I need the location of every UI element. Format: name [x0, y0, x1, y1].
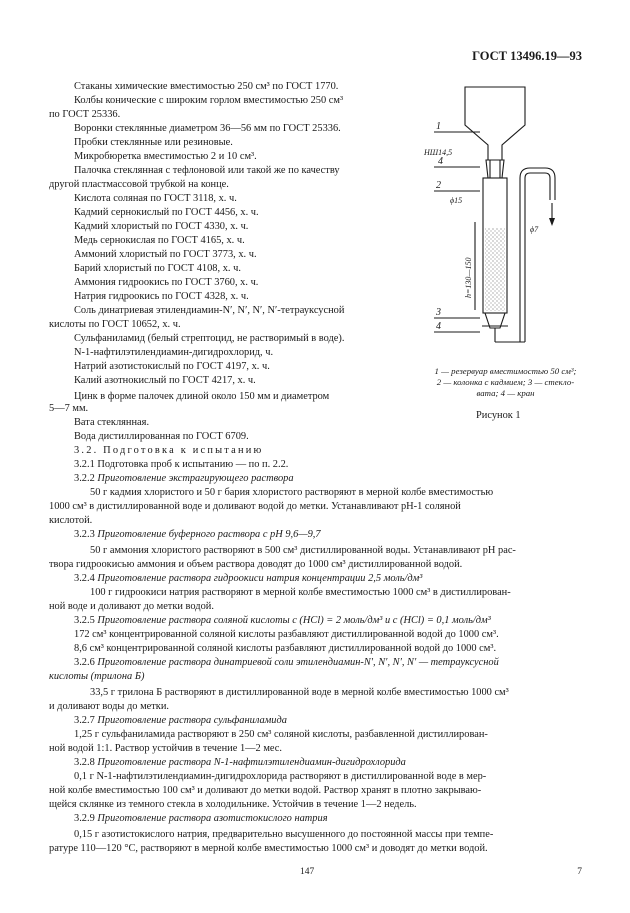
paragraph-line: и доливают воды до метки. — [49, 701, 170, 712]
list-item: кислоты по ГОСТ 10652, х. ч. — [49, 319, 181, 330]
subsection-heading — [74, 757, 406, 769]
paragraph-line: 0,1 г N-1-нафтилэтилендиамин-дигидрохлорида растворяют в дистиллированной воде в мер- — [74, 771, 487, 782]
figure-label-nsh: НШ14,5 — [424, 148, 453, 157]
list-item: Барий хлористый по ГОСТ 4108, х. ч. — [74, 263, 241, 274]
subsection-title-cont — [49, 671, 144, 683]
reservoir-shape — [465, 87, 525, 160]
paragraph-line: ной колбе вместимостью 100 см³ и доливают до метки водой. Раствор хранят в плотно закрываю- — [49, 785, 482, 796]
list-item: Стаканы химические вместимостью 250 см³ по ГОСТ 1770. — [74, 81, 339, 92]
paragraph-line: 100 г гидроокиси натрия растворяют в мерной колбе вместимостью 1000 см³ в дистиллирован- — [90, 587, 511, 598]
list-item: Аммоний хлористый по ГОСТ 3773, х. ч. — [74, 249, 257, 260]
list-item: N-1-нафтилэтилендиамин-дигидрохлорид, ч. — [74, 347, 274, 358]
subsection-number: 3.2.8 — [74, 757, 95, 768]
paragraph-line: ной водой 1:1. Раствор устойчив в течение 1—2 мес. — [49, 743, 282, 754]
list-item: Кислота соляная по ГОСТ 3118, х. ч. — [74, 193, 237, 204]
list-item: Пробки стеклянные или резиновые. — [74, 137, 233, 148]
subsection-heading — [74, 615, 491, 627]
subsection-heading — [74, 657, 499, 669]
figure-label-3: 3 — [436, 307, 441, 318]
figure-caption — [418, 366, 593, 399]
subsection-number: 3.2.2 — [74, 473, 95, 484]
list-item: другой пластмассовой трубкой на конце. — [49, 179, 229, 190]
figure-title: Рисунок 1 — [476, 410, 521, 421]
list-item: Калий азотнокислый по ГОСТ 4217, х. ч. — [74, 375, 256, 386]
list-item: Натрия гидроокись по ГОСТ 4328, х. ч. — [74, 291, 249, 302]
list-item: Колбы конические с широким горлом вместимостью 250 см³ — [74, 95, 344, 106]
caption-line: 1 — резервуар вместимостью 50 см³; — [434, 366, 577, 376]
paragraph-line: щейся склянке из темного стекла в холодильнике. Устойчив в течение 1—2 недель. — [49, 799, 417, 810]
subsection-title: кислоты (трилона Б) — [49, 671, 145, 682]
subsection-number: 3.2.6 — [74, 657, 95, 668]
paragraph-line: твора гидроокисью аммония и объем раствора доводят до 1000 см³ дистиллированной водой. — [49, 559, 463, 570]
cadmium-fill — [485, 228, 505, 311]
figure-label-d15: ϕ15 — [450, 196, 463, 205]
subsection-title: Приготовление раствора сульфаниламида — [97, 715, 287, 726]
apparatus-figure — [420, 60, 605, 360]
subsection-title: Приготовление раствора динатриевой соли этилендиамин-N′, N′, N′, N′ — тетрауксусной — [97, 657, 499, 668]
caption-line: 2 — колонка с кадмием; 3 — стекло- — [436, 377, 575, 387]
list-item: Кадмий хлористый по ГОСТ 4330, х. ч. — [74, 221, 249, 232]
subsection-title: Приготовление экстрагирующего раствора — [97, 473, 294, 484]
paragraph-line: 1,25 г сульфаниламида растворяют в 250 см³ соляной кислоты, разбавленной дистиллирован- — [74, 729, 488, 740]
list-item: по ГОСТ 25336. — [49, 109, 121, 120]
list-item: Соль динатриевая этилендиамин-N′, N′, N′, N′-тетрауксусной — [74, 305, 345, 316]
list-item: Микробюретка вместимостью 2 и 10 см³. — [74, 151, 257, 162]
paragraph-line: 8,6 см³ концентрированной соляной кислоты разбавляют дистиллированной водой до 1000 см³. — [74, 643, 497, 654]
figure-label-2: 2 — [436, 180, 441, 191]
list-item: Натрий азотистокислый по ГОСТ 4197, х. ч. — [74, 361, 270, 372]
paragraph-line: кислотой. — [49, 515, 93, 526]
paragraph-line: ной воде и доливают до метки водой. — [49, 601, 214, 612]
figure-label-h: h=130—150 — [464, 257, 473, 298]
list-item: Медь сернокислая по ГОСТ 4165, х. ч. — [74, 235, 245, 246]
subsection-number: 3.2.3 — [74, 529, 95, 540]
subsection-number: 3.2.9 — [74, 813, 95, 824]
list-item: Сульфаниламид (белый стрептоцид, не растворимый в воде). — [74, 333, 345, 344]
subsection-heading — [74, 473, 294, 485]
figure-label-d7: ϕ7 — [530, 225, 539, 234]
subsection-title: Приготовление раствора азотистокислого натрия — [97, 813, 328, 824]
list-item: Кадмий сернокислый по ГОСТ 4456, х. ч. — [74, 207, 259, 218]
figure-label-4: 4 — [438, 156, 443, 167]
subsection-heading — [74, 715, 287, 727]
subsection-number: 3.2.4 — [74, 573, 95, 584]
paragraph: 3.2.1 Подготовка проб к испытанию — по п. 2.2. — [74, 459, 289, 470]
subsection-heading — [74, 529, 321, 541]
list-item: Вода дистиллированная по ГОСТ 6709. — [74, 431, 249, 442]
list-item: Аммония гидроокись по ГОСТ 3760, х. ч. — [74, 277, 259, 288]
paragraph-line: 33,5 г трилона Б растворяют в дистиллированной воде в мерной колбе вместимостью 1000 см³ — [90, 687, 509, 698]
paragraph-line: 1000 см³ в дистиллированной воде и доливают водой до метки. Устанавливают рН-1 соляной — [49, 501, 461, 512]
figure-label-1: 1 — [436, 121, 441, 132]
figure-label-4b: 4 — [436, 321, 441, 332]
subsection-number: 3.2.7 — [74, 715, 95, 726]
page-number-right: 7 — [577, 867, 582, 877]
subsection-number: 3.2.5 — [74, 615, 95, 626]
section-title: 3.2. Подготовка к испытанию — [74, 445, 264, 456]
list-item: 5—7 мм. — [49, 403, 89, 414]
list-item: Палочка стеклянная с тефлоновой или такой же по качеству — [74, 165, 340, 176]
subsection-title: Приготовление буферного раствора с рН 9,6—9,7 — [97, 529, 321, 540]
subsection-title: Приготовление раствора гидроокиси натрия концентрации 2,5 моль/дм³ — [97, 573, 423, 584]
subsection-title: Приготовление раствора соляной кислоты с (HCl) = 2 моль/дм³ и с (HCl) = 0,1 моль/дм³ — [97, 615, 491, 626]
document-header: ГОСТ 13496.19—93 — [472, 49, 582, 63]
caption-line: вата; 4 — кран — [476, 388, 535, 398]
subsection-heading — [74, 573, 422, 585]
paragraph-line: 172 см³ концентрированной соляной кислоты разбавляют дистиллированной водой до 1000 см³. — [74, 629, 499, 640]
subsection-heading — [74, 813, 328, 825]
page-number-center: 147 — [300, 867, 315, 877]
subsection-title: Приготовление раствора N-1-нафтилэтилендиамин-дигидрохлорида — [97, 757, 406, 768]
paragraph-line: 50 г аммония хлористого растворяют в 500 см³ дистиллированной воды. Устанавливают рН рас- — [90, 545, 516, 556]
list-item: Цинк в форме палочек длиной около 150 мм и диаметром — [74, 391, 330, 402]
paragraph-line: 0,15 г азотистокислого натрия, предварительно высушенного до постоянной массы при темпе- — [74, 829, 494, 840]
paragraph-line: 50 г кадмия хлористого и 50 г бария хлористого растворяют в мерной колбе вместимостью — [90, 487, 494, 498]
list-item: Вата стеклянная. — [74, 417, 150, 428]
list-item: Воронки стеклянные диаметром 36—56 мм по ГОСТ 25336. — [74, 123, 341, 134]
paragraph-line: ратуре 110—120 °С, растворяют в мерной колбе вместимостью 1000 см³ и доводят до метки водой. — [49, 843, 488, 854]
